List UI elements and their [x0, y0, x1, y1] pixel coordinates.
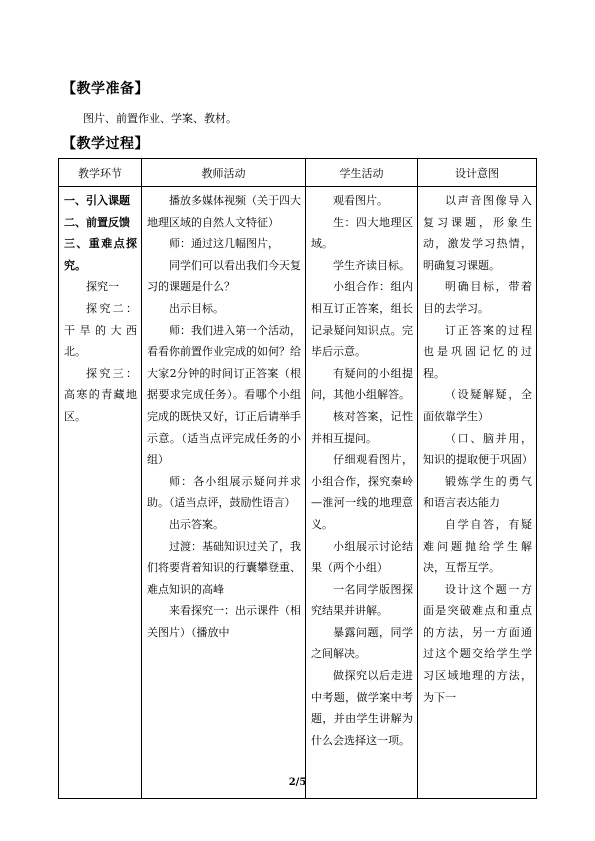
paragraph: 做探究以后走进中考题，做学案中考题，并由学生讲解为什么会选择这一项。	[311, 669, 413, 747]
paragraph: 订正答案的过程也是巩固记忆的过程。	[423, 323, 532, 380]
section-heading-process: 【教学过程】	[62, 136, 149, 152]
paragraph: 一、引入课题	[64, 194, 130, 207]
paragraph: 明确目标，带着目的去学习。	[423, 280, 532, 315]
paragraph: 暴露问题，同学之间解决。	[311, 625, 413, 661]
paragraph: 师：我们进入第一个活动，看看你前置作业完成的如何？给大家2分钟的时间订正答案（根据要求完成任务）。看哪个小组完成的既快又好，订正后请举手示意。（适当点评完成任务的小组）	[147, 323, 301, 467]
paragraph: 生：四大地理区域。	[311, 215, 413, 251]
teaching-process-table	[58, 158, 537, 799]
paragraph: 仔细观看图片，小组合作，探究秦岭—淮河一线的地理意义。	[311, 453, 413, 531]
paragraph: 出示答案。	[169, 517, 224, 531]
preparation-text: 图片、前置作业、学案、教材。	[83, 112, 237, 125]
teaching-stage-content	[59, 187, 141, 796]
header-student-activity: 学生活动	[306, 159, 418, 187]
paragraph: 师：各小组展示疑问并求助。（适当点评，鼓励性语言）	[147, 474, 301, 510]
paragraph: 过渡：基础知识过关了，我们将要背着知识的行囊攀登重、难点知识的高峰	[147, 539, 301, 596]
header-teacher-activity: 教师活动	[142, 159, 306, 187]
cell-teacher-activity	[142, 187, 306, 799]
paragraph: 探究一	[86, 280, 119, 294]
paragraph: 观看图片。	[333, 194, 388, 207]
paragraph: （口、脑并用，知识的提取便于巩固）	[423, 431, 533, 467]
paragraph: 设计这个题一方面是突破难点和重点的方法，另一方面通过这个题交给学生学习区域地理的方法，为下一	[423, 582, 532, 704]
paragraph: 播放多媒体视频（关于四大地理区域的自然人文特征）	[147, 194, 301, 229]
table-header-row	[59, 159, 537, 187]
section-heading-preparation: 【教学准备】	[62, 81, 149, 97]
paragraph: 小组展示讨论结果（两个小组）	[311, 539, 413, 575]
paragraph: 小组合作：组内相互订正答案，组长记录疑问知识点。完毕后示意。	[311, 280, 413, 359]
cell-design-intent	[418, 187, 537, 799]
student-activity-content	[306, 187, 417, 796]
paragraph: 二、前置反馈	[64, 215, 130, 229]
paragraph: 锻炼学生的勇气和语言表达能力	[423, 474, 532, 510]
header-teaching-stage: 教学环节	[59, 159, 142, 187]
paragraph: 同学们可以看出我们今天复习的课题是什么？	[147, 258, 301, 294]
paragraph: 来看探究一：出示课件（相关图片）（播放中	[147, 604, 301, 639]
paragraph: 三、重难点探究。	[64, 237, 137, 272]
paragraph: （设疑解疑，全面依靠学生）	[423, 388, 532, 423]
paragraph: 核对答案，记性并相互提问。	[311, 409, 413, 445]
table-row	[59, 187, 537, 799]
paragraph: 师：通过这几幅图片，	[169, 237, 279, 251]
cell-teaching-stage	[59, 187, 142, 799]
header-design-intent: 设计意图	[418, 159, 537, 187]
cell-student-activity	[306, 187, 418, 799]
paragraph: 一名同学版图探究结果并讲解。	[311, 582, 413, 618]
design-intent-content	[418, 187, 536, 796]
paragraph: 有疑问的小组提问，其他小组解答。	[311, 366, 413, 402]
paragraph: 学生齐读目标。	[333, 258, 410, 272]
paragraph: 探究二：干旱的大西北。	[64, 301, 137, 359]
paragraph: 自学自答，有疑难问题抛给学生解决，互帮互学。	[423, 517, 532, 575]
page-number: 2/5	[288, 777, 307, 788]
paragraph: 出示目标。	[169, 301, 224, 315]
teacher-activity-content	[142, 187, 305, 796]
paragraph: 探究三：高寒的青藏地区。	[64, 366, 137, 423]
paragraph: 以声音图像导入复习课题，形象生动，激发学习热情，明确复习课题。	[423, 194, 532, 272]
